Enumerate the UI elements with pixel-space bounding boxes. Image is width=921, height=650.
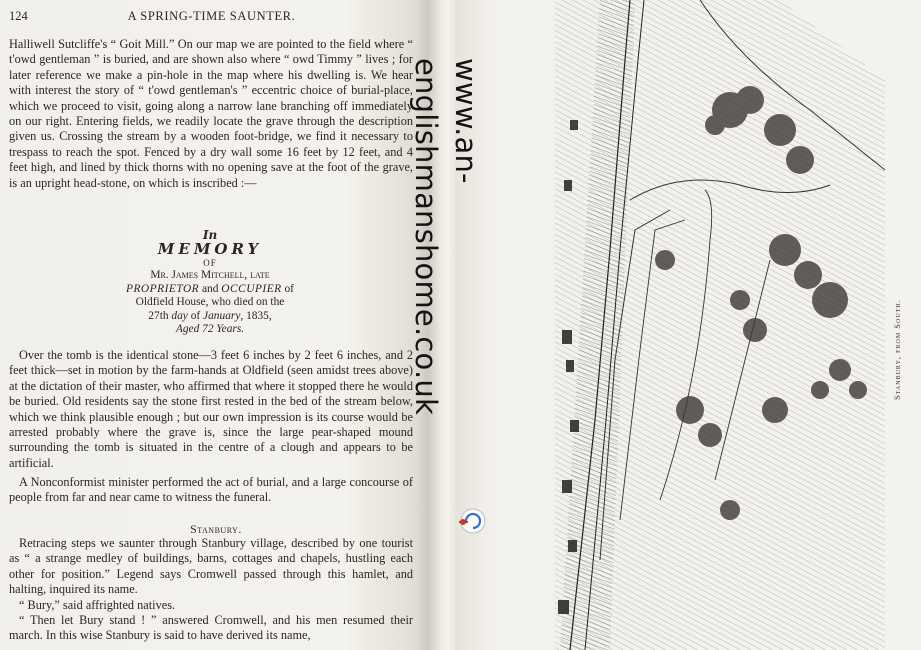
section-heading: Stanbury. bbox=[190, 522, 242, 536]
body-paragraph bbox=[9, 348, 413, 471]
inscription-word: OCCUPIER bbox=[221, 282, 282, 295]
paragraph-text: A Nonconformist minister performed the act of burial, and a large concourse of people from far and near came to witness the funeral. bbox=[9, 475, 413, 505]
inscription-line: OF bbox=[203, 258, 217, 268]
running-title: A SPRING-TIME SAUNTER. bbox=[127, 9, 296, 23]
headstone-inscription bbox=[115, 229, 305, 337]
inscription-line: Aged 72 Years. bbox=[175, 323, 245, 335]
inscription-line bbox=[115, 310, 305, 324]
landscape-engraving bbox=[540, 0, 885, 650]
body-paragraph bbox=[9, 37, 413, 191]
watermark-url: www.an-englishmanshome.co.uk bbox=[409, 58, 483, 415]
inscription-word: , 1835, bbox=[240, 309, 272, 322]
running-head bbox=[9, 9, 414, 25]
plate-caption: Stanbury, from South. bbox=[892, 299, 902, 400]
globe-logo-icon bbox=[456, 505, 488, 537]
inscription-line bbox=[115, 283, 305, 297]
body-paragraph bbox=[9, 536, 413, 644]
inscription-word: January bbox=[203, 309, 241, 322]
paragraph-text: “ Bury,” said affrighted natives. bbox=[19, 597, 176, 612]
paragraph-text: Retracing steps we saunter through Stanbury village, described by one tourist as “ a strange medley of buildings, barns, cottages and chapels, hustling each other for position.” Legend says Cromwell passed through this hamlet, and halting, inquired its name. bbox=[9, 536, 413, 597]
inscription-word: day bbox=[171, 309, 188, 322]
left-page bbox=[0, 0, 432, 650]
paragraph-text: Halliwell Sutcliffe's “ Goit Mill.” On our map we are pointed to the field where “ t'owd gentleman ” is buried, and are shown also where “ owd Timmy ” lives ; for later reference we make a pin-hole in the map where his dwelling is. We hear with interest the story of “ t'owd gentleman's ” eccentric choice of burial-place, which we proceed to visit, going along a narrow lane branching off immediately on our right. Entering fields, we readily locate the grave through the description given us. Crossing the stream by a wooden foot-bridge, we find it necessary to trespass to reach the spot. Fenced by a dry wall some 16 feet by 12 feet, and 4 feet high, and lined by thick thorns with no opening save at the foot of the grave, is an upright head-stone, on which is inscribed :— bbox=[9, 37, 413, 190]
inscription-line: Mr. James Mitchell, late bbox=[150, 269, 270, 281]
inscription-line: In bbox=[202, 228, 218, 242]
page-number: 124 bbox=[9, 9, 28, 23]
paragraph-text: “ Then let Bury stand ! ” answered Cromwell, and his men resumed their march. In this wise Stanbury is said to have derived its name, bbox=[9, 613, 413, 643]
inscription-word: and bbox=[199, 282, 222, 295]
body-paragraph bbox=[9, 475, 413, 506]
inscription-word: 27th bbox=[148, 309, 172, 322]
inscription-line: Oldfield House, who died on the bbox=[135, 296, 285, 308]
inscription-word: of bbox=[187, 309, 204, 322]
inscription-line: MEMORY bbox=[157, 240, 263, 258]
inscription-word: of bbox=[281, 282, 294, 295]
inscription-word: PROPRIETOR bbox=[126, 282, 200, 295]
paragraph-text: Over the tomb is the identical stone—3 feet 6 inches by 2 feet 6 inches, and 2 feet thick—set in motion by the farm-hands at Oldfield (seen amidst trees above) at the dictation of their master, who affirmed that where it stopped there he would be buried. Old residents say the stone first rested in the bed of the stream below, which we think plausible enough ; but our own impression is its course would be arrested probably where the grave is, since the large pear-shaped mound surrounding the tomb is situated in the centre of a clough and appears to be artificial. bbox=[9, 348, 413, 470]
